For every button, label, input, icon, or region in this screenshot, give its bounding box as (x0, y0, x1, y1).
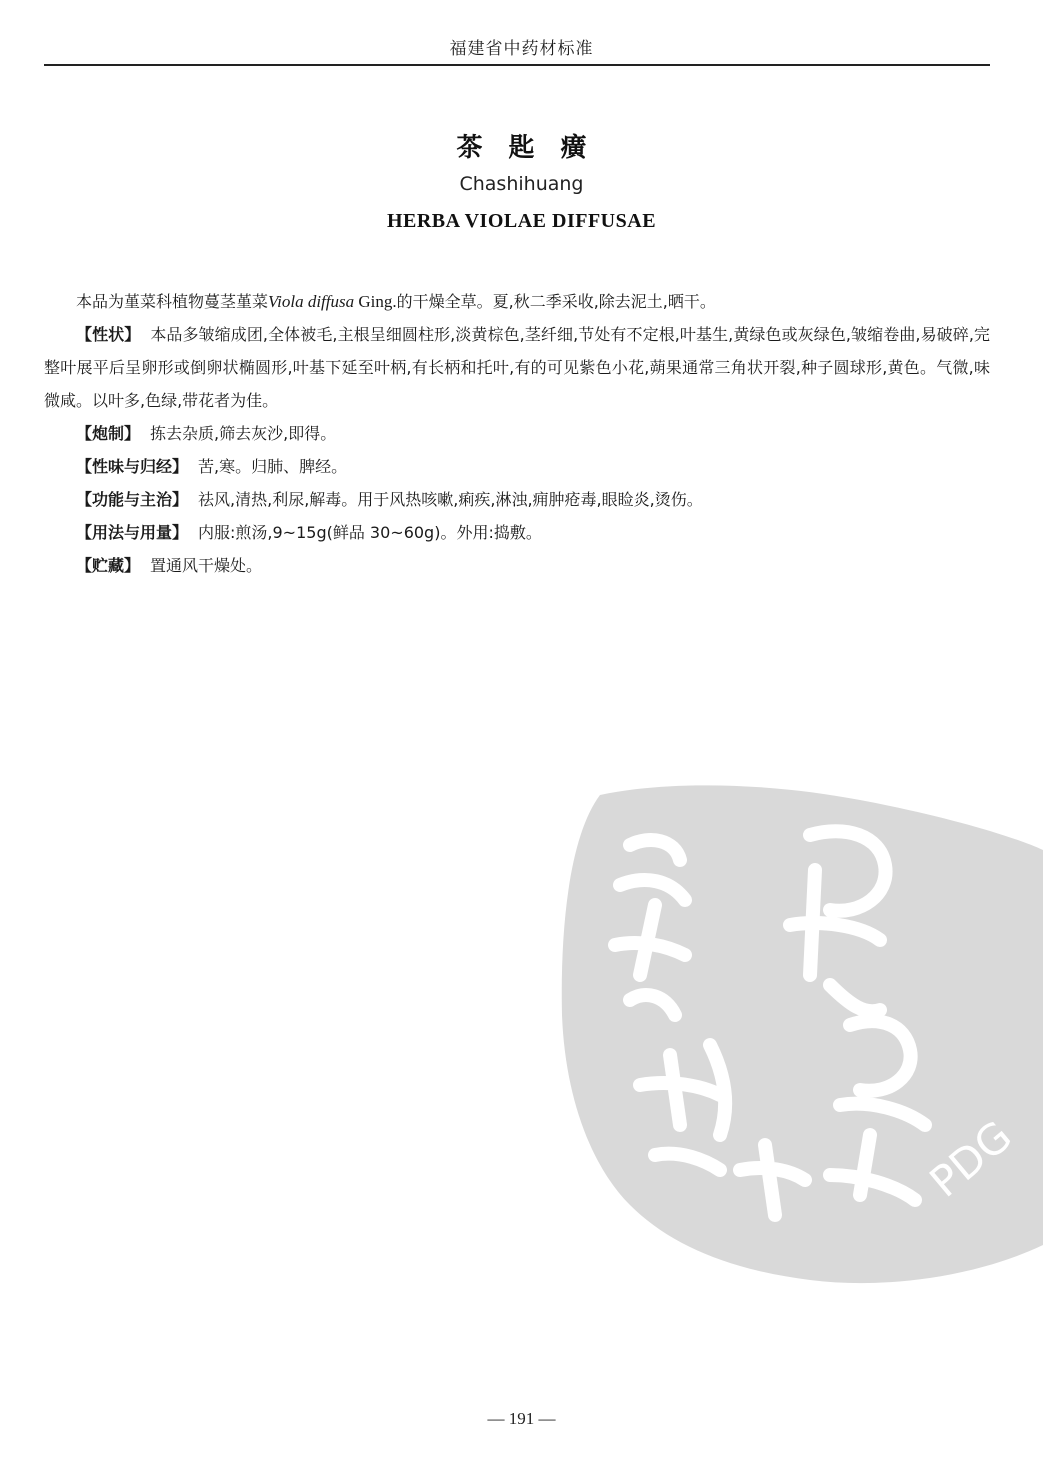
section-text-storage: 置通风干燥处。 (150, 556, 263, 575)
section-tag-usage-dosage: 【用法与用量】 (76, 523, 189, 542)
section-function-indication (44, 483, 990, 516)
species-authority: Ging. (354, 292, 397, 311)
section-tag-storage: 【贮藏】 (76, 556, 141, 575)
section-description (44, 318, 990, 417)
section-text-nature-meridian: 苦,寒。归肺、脾经。 (198, 457, 348, 476)
monograph-body (44, 285, 990, 582)
title-latin: HERBA VIOLAE DIFFUSAE (386, 210, 657, 232)
seal-watermark-shape (562, 785, 1043, 1283)
title-chinese: 茶匙癀 (456, 133, 613, 163)
section-text-description: 本品多皱缩成团,全体被毛,主根呈细圆柱形,淡黄棕色,茎纤细,节处有不定根,叶基生,黄绿色或灰绿色,皱缩卷曲,易破碎,完整叶展平后呈卵形或倒卵状椭圆形,叶基下延至叶柄,有长柄和托叶,有的可见紫色小花,蒴果通常三角状开裂,种子圆球形,黄色。气微,味微咸。以叶多,色绿,带花者为佳。 (44, 325, 990, 410)
section-usage-dosage (44, 516, 990, 549)
section-nature-meridian (44, 450, 990, 483)
title-pinyin: Chashihuang (459, 173, 584, 195)
section-storage (44, 549, 990, 582)
intro-paragraph (44, 285, 990, 318)
section-tag-description: 【性状】 (76, 325, 141, 344)
running-header: 福建省中药材标准 (449, 39, 594, 59)
section-tag-nature-meridian: 【性味与归经】 (76, 457, 189, 476)
header-rule (44, 64, 990, 66)
intro-suffix: 的干燥全草。夏,秋二季采收,除去泥土,晒干。 (396, 292, 716, 311)
section-tag-function-indication: 【功能与主治】 (76, 490, 189, 509)
intro-prefix: 本品为堇菜科植物蔓茎堇菜 (76, 292, 269, 311)
seal-watermark (560, 775, 1043, 1295)
species-name: Viola diffusa (268, 292, 355, 311)
section-text-usage-dosage: 内服:煎汤,9~15g(鲜品 30~60g)。外用:捣敷。 (198, 523, 542, 542)
section-text-function-indication: 祛风,清热,利尿,解毒。用于风热咳嗽,痢疾,淋浊,痈肿疮毒,眼睑炎,烫伤。 (198, 490, 703, 509)
seal-watermark-text: PDG (920, 1111, 1021, 1207)
page-number: — 191 — (487, 1409, 556, 1428)
section-tag-processing: 【炮制】 (76, 424, 141, 443)
section-text-processing: 拣去杂质,筛去灰沙,即得。 (150, 424, 337, 443)
section-processing (44, 417, 990, 450)
